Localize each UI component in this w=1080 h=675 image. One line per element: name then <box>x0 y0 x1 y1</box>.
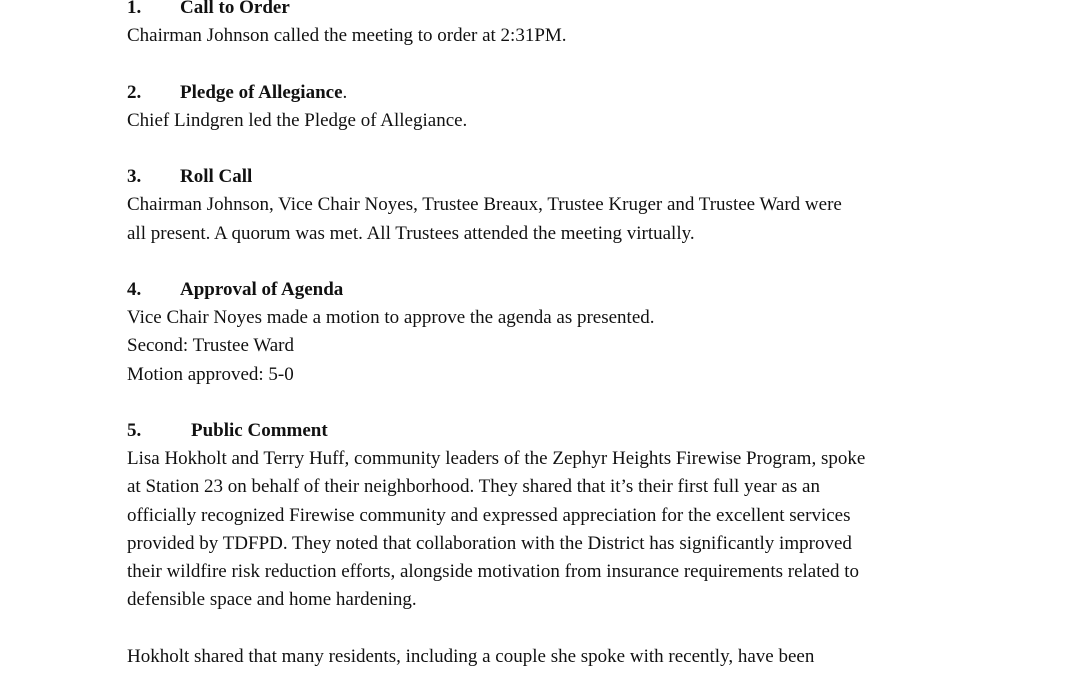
section-number: 4. <box>127 278 142 300</box>
section-pledge-of-allegiance <box>127 79 967 135</box>
section-paragraph <box>127 445 967 614</box>
text-line: Chairman Johnson called the meeting to order at 2:31PM. <box>127 25 567 47</box>
section-heading <box>127 163 967 191</box>
section-approval-of-agenda <box>127 276 967 389</box>
section-public-comment <box>127 417 967 671</box>
text-line: Chief Lindgren led the Pledge of Allegiance. <box>127 109 468 131</box>
section-call-to-order <box>127 0 967 50</box>
section-title: Pledge of Allegiance <box>180 81 343 103</box>
section-heading <box>127 0 967 22</box>
text-line: Hokholt shared that many residents, including a couple she spoke with recently, have been <box>127 645 815 667</box>
text-line: all present. A quorum was met. All Trustees attended the meeting virtually. <box>127 222 695 244</box>
text-line: Lisa Hokholt and Terry Huff, community leaders of the Zephyr Heights Firewise Program, spoke <box>127 448 866 470</box>
text-line: their wildfire risk reduction efforts, alongside motivation from insurance requirements related to <box>127 561 859 582</box>
text-line: Motion approved: 5-0 <box>127 363 294 385</box>
section-paragraph <box>127 304 967 389</box>
section-title-suffix: . <box>342 81 348 103</box>
section-paragraph <box>127 643 967 671</box>
section-paragraph <box>127 191 967 247</box>
section-number: 2. <box>127 81 142 103</box>
section-title: Roll Call <box>180 166 253 188</box>
section-paragraph <box>127 22 967 50</box>
section-paragraph <box>127 107 967 135</box>
section-title: Public Comment <box>191 419 328 441</box>
section-heading <box>127 276 967 304</box>
text-line: defensible space and home hardening. <box>127 589 417 611</box>
section-title: Call to Order <box>180 0 290 18</box>
text-line: provided by TDFPD. They noted that collaboration with the District has significantly improved <box>127 532 852 554</box>
section-number: 3. <box>127 166 142 188</box>
text-line: Vice Chair Noyes made a motion to approve the agenda as presented. <box>127 307 655 329</box>
section-heading <box>127 417 967 445</box>
text-line: at Station 23 on behalf of their neighborhood. They shared that it’s their first full year as an <box>127 476 820 498</box>
text-line: Chairman Johnson, Vice Chair Noyes, Trustee Breaux, Trustee Kruger and Trustee Ward were <box>127 194 842 216</box>
minutes-document <box>127 0 967 671</box>
text-line: officially recognized Firewise community and expressed appreciation for the excellent services <box>127 504 851 526</box>
text-line: Second: Trustee Ward <box>127 335 295 357</box>
section-roll-call <box>127 163 967 248</box>
section-title: Approval of Agenda <box>180 278 344 300</box>
section-number: 1. <box>127 0 142 18</box>
section-number: 5. <box>127 419 142 441</box>
section-heading <box>127 79 967 107</box>
